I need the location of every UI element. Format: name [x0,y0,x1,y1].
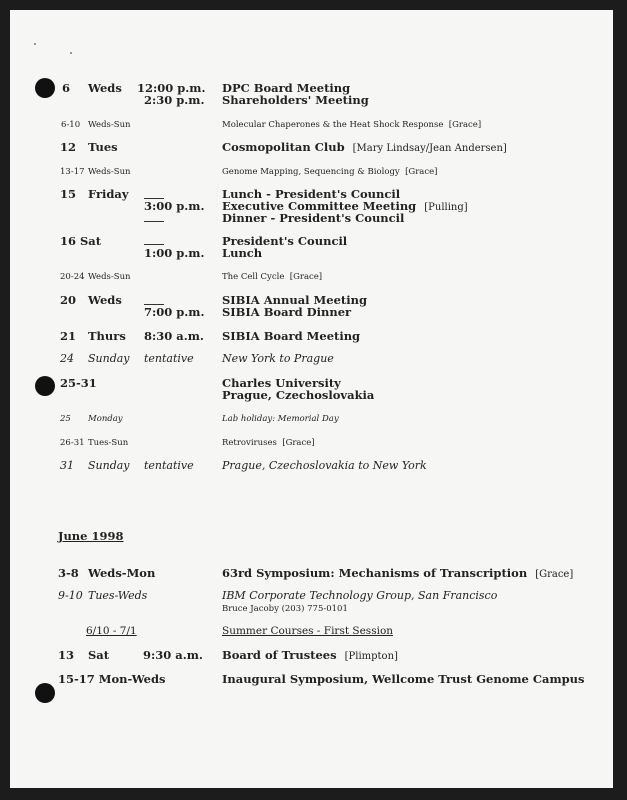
entry-event: President's Council [222,234,348,248]
entry-event: New York to Prague [222,352,334,365]
entry-event: Inaugural Symposium, Wellcome Trust Genome Campus [222,672,585,686]
entry-day: Sunday [88,352,130,365]
entry-date: 15 [60,187,77,201]
event-title: Cosmopolitan Club [222,140,345,154]
entry-event: Charles University [222,376,341,390]
entry-event: Lab holiday: Memorial Day [222,414,339,424]
entry-event: Prague, Czechoslovakia to New York [222,459,427,472]
entry-event [222,437,315,449]
entry-date: 13 [58,648,75,662]
speck [34,43,36,45]
punch-hole [35,78,55,98]
entry-time: 3:00 p.m. [144,199,205,213]
entry-event: IBM Corporate Technology Group, San Francisco [222,589,498,602]
entry-day: Tues-Weds [88,589,148,602]
entry-date: 3-8 [58,566,79,580]
entry-date: 31 [60,459,74,472]
entry-day: Weds-Sun [88,120,131,130]
entry-day: Friday [88,187,129,201]
entry-day: Sunday [88,459,130,472]
entry-time: 2:30 p.m. [144,93,205,107]
event-title: Genome Mapping, Sequencing & Biology [222,167,400,177]
entry-contact: Bruce Jacoby (203) 775-0101 [222,604,348,614]
entry-event: SIBIA Annual Meeting [222,293,367,307]
entry-day: Monday [88,414,123,424]
entry-event: Prague, Czechoslovakia [222,388,375,402]
entry-date: 25-31 [60,376,97,390]
entry-event [222,567,573,581]
event-tag: [Grace] [282,438,315,448]
entry-date: 20-24 [60,272,85,282]
event-title: 63rd Symposium: Mechanisms of Transcription [222,566,528,580]
event-title: Executive Committee Meeting [222,199,417,213]
entry-event: DPC Board Meeting [222,81,351,95]
speck [70,52,72,54]
entry-event [222,166,437,178]
entry-time: 7:00 p.m. [144,305,205,319]
section-heading: June 1998 [58,529,124,543]
entry-event [222,119,481,131]
entry-date: 24 [60,352,74,365]
document-page [10,10,613,788]
punch-hole [35,376,55,396]
entry-time: 9:30 a.m. [143,648,203,662]
entry-day: Thurs [88,329,126,343]
entry-date: 21 [60,329,77,343]
entry-date: 9-10 [58,589,83,602]
entry-event: Lunch [222,246,263,260]
entry-day: Weds [88,293,122,307]
entry-day: Weds-Sun [88,272,131,282]
event-tag: [Mary Lindsay/Jean Andersen] [352,143,507,154]
event-tag: [Grace] [289,272,323,282]
entry-day: Weds [88,81,122,95]
punch-hole [35,683,55,703]
entry-date: 13-17 [60,167,85,177]
entry-event [222,649,398,663]
entry-date: 12 [60,140,77,154]
entry-day: Sat [88,648,110,662]
blank-time-line [144,221,164,222]
entry-date: 20 [60,293,77,307]
entry-event: Dinner - President's Council [222,211,405,225]
entry-date: 26-31 [60,438,85,448]
entry-date: 16 Sat [60,234,102,248]
event-tag: [Grace] [535,569,574,580]
entry-time: 12:00 p.m. [137,81,206,95]
event-tag: [Plimpton] [344,651,398,662]
entry-event: SIBIA Board Meeting [222,329,361,343]
entry-day: Tues [88,140,118,154]
entry-time: 8:30 a.m. [144,329,204,343]
blank-time-line [144,244,164,245]
event-title: Board of Trustees [222,648,337,662]
event-title: The Cell Cycle [222,272,285,282]
entry-event: SIBIA Board Dinner [222,305,352,319]
entry-date: 6/10 - 7/1 [86,625,137,637]
event-title: Molecular Chaperones & the Heat Shock Response [222,120,444,130]
entry-date: 25 [60,414,71,424]
entry-event [222,271,322,283]
event-tag: [Grace] [405,167,438,177]
event-title: Retroviruses [222,438,277,448]
event-tag: [Pulling] [424,202,468,213]
event-tag: [Grace] [448,120,482,130]
entry-event: Shareholders' Meeting [222,93,369,107]
entry-status: tentative [144,459,194,472]
entry-date: 15-17 Mon-Weds [58,672,166,686]
entry-date: 6-10 [61,120,81,130]
entry-event [222,141,507,155]
entry-time: 1:00 p.m. [144,246,205,260]
entry-status: tentative [144,352,194,365]
entry-date: 6 [62,81,71,95]
entry-event: Summer Courses - First Session [222,625,394,637]
entry-event: Lunch - President's Council [222,187,401,201]
entry-day: Weds-Mon [88,566,156,580]
entry-day: Tues-Sun [88,438,129,448]
entry-day: Weds-Sun [88,167,131,177]
